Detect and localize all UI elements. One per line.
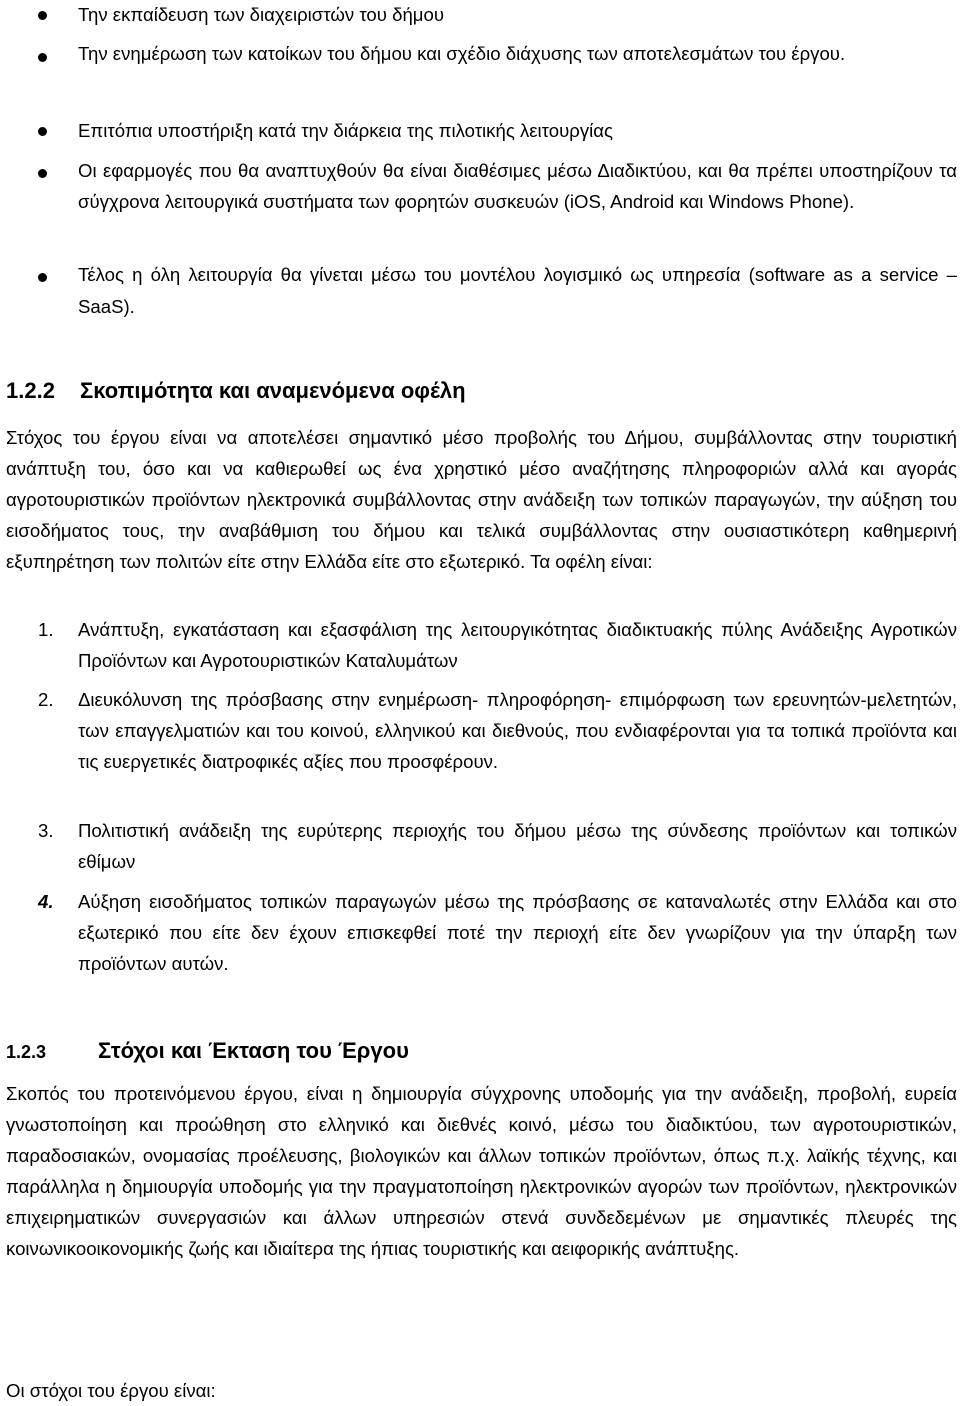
section-title: Στόχοι και Έκταση του Έργου: [98, 1038, 409, 1063]
bullet-text: Τέλος η όλη λειτουργία θα γίνεται μέσω του μοντέλου λογισμικό ως υπηρεσία (software as a service – SaaS).: [78, 264, 957, 317]
bullet-text: Την ενημέρωση των κατοίκων του δήμου και σχέδιο διάχυσης των αποτελεσμάτων του έργου.: [78, 43, 846, 64]
item-text: Ανάπτυξη, εγκατάσταση και εξασφάλιση της λειτουργικότητας διαδικτυακής πύλης Ανάδειξης Αγροτικών Προϊόντων και Αγροτουριστικών Καταλυμάτων: [78, 619, 957, 671]
section-number: 1.2.2: [6, 378, 55, 403]
bullet-text: Επιτόπια υποστήριξη κατά την διάρκεια της πιλοτικής λειτουργίας: [78, 120, 613, 141]
bullet-icon: [38, 11, 47, 20]
bullet-icon: [38, 169, 47, 178]
closing-line: Οι στόχοι του έργου είναι:: [6, 1380, 216, 1401]
item-number: 3.: [38, 820, 54, 841]
item-number: 2.: [38, 689, 54, 710]
bullet-text: Οι εφαρμογές που θα αναπτυχθούν θα είναι διαθέσιμες μέσω Διαδικτύου, και θα πρέπει υποστηρίζουν τα σύγχρονα λειτουργικά συστήματα των φορητών συσκευών (iOS, Android και Windows Phone).: [78, 160, 957, 212]
item-text: Αύξηση εισοδήματος τοπικών παραγωγών μέσω της πρόσβασης σε καταναλωτές στην Ελλάδα και στο εξωτερικό που είτε δεν έχουν επισκεφθεί ποτέ την περιοχή είτε δεν γνωρίζουν για την ύπαρξη των προϊόντων αυτών.: [78, 891, 957, 974]
bullet-icon: [38, 53, 47, 62]
item-number: 4.: [38, 891, 54, 912]
section-number: 1.2.3: [6, 1042, 47, 1062]
bullet-icon: [38, 127, 47, 136]
section-heading: [6, 376, 466, 406]
section-paragraph: Στόχος του έργου είναι να αποτελέσει σημαντικό μέσο προβολής του Δήμου, συμβάλλοντας στην τουριστική ανάπτυξη του, όσο και να καθιερωθεί ως ένα χρηστικό μέσο αναζήτησης πληροφοριών αλλά και αγοράς αγροτουριστικών προϊόντων ηλεκτρονικά συμβάλλοντας στην ανάδειξη των τοπικών παραγωγών, την αύξηση του εισοδήματος τους, την αναβάθμιση του δήμου και τελικά συμβάλλοντας στην ουσιαστικότερη καθημερινή εξυπηρέτηση των πολιτών είτε στην Ελλάδα είτε στο εξωτερικό. Τα οφέλη είναι:: [6, 427, 957, 572]
item-number: 1.: [38, 619, 54, 640]
bullet-text: Την εκπαίδευση των διαχειριστών του δήμου: [78, 4, 445, 25]
section-heading: [6, 1036, 409, 1067]
bullet-icon: [38, 273, 47, 282]
section-title: Σκοπιμότητα και αναμενόμενα οφέλη: [80, 378, 466, 403]
item-text: Πολιτιστική ανάδειξη της ευρύτερης περιοχής του δήμου μέσω της σύνδεσης προϊόντων και τοπικών εθίμων: [78, 820, 957, 872]
section-paragraph: Σκοπός του προτεινόμενου έργου, είναι η δημιουργία σύγχρονης υποδομής για την ανάδειξη, προβολή, ευρεία γνωστοποίηση και προώθηση στο ελληνικό και διεθνές κοινό, μέσω του διαδικτύου, των αγροτουριστικών, παραδοσιακών, ονομασίας προέλευσης, βιολογικών και άλλων τοπικών προϊόντων, όπως π.χ. λαϊκής τέχνης, και παράλληλα η δημιουργία υποδομής για την πραγματοποίηση ηλεκτρονικών αγορών των προϊόντων, ηλεκτρονικών επιχειρηματικών συνεργασιών και άλλων υπηρεσιών στενά συνδεδεμένων με σημαντικές πλευρές της κοινωνικοοικονομικής ζωής και ιδιαίτερα της ήπιας τουριστικής και αειφορικής ανάπτυξης.: [6, 1083, 957, 1259]
item-text: Διευκόλυνση της πρόσβασης στην ενημέρωση- πληροφόρηση- επιμόρφωση των ερευνητών-μελετητών, των επαγγελματιών και του κοινού, ελληνικού και διεθνούς, που ενδιαφέρονται για τα τοπικά προϊόντα και τις ευεργετικές διατροφικές αξίες που προσφέρουν.: [78, 689, 957, 772]
